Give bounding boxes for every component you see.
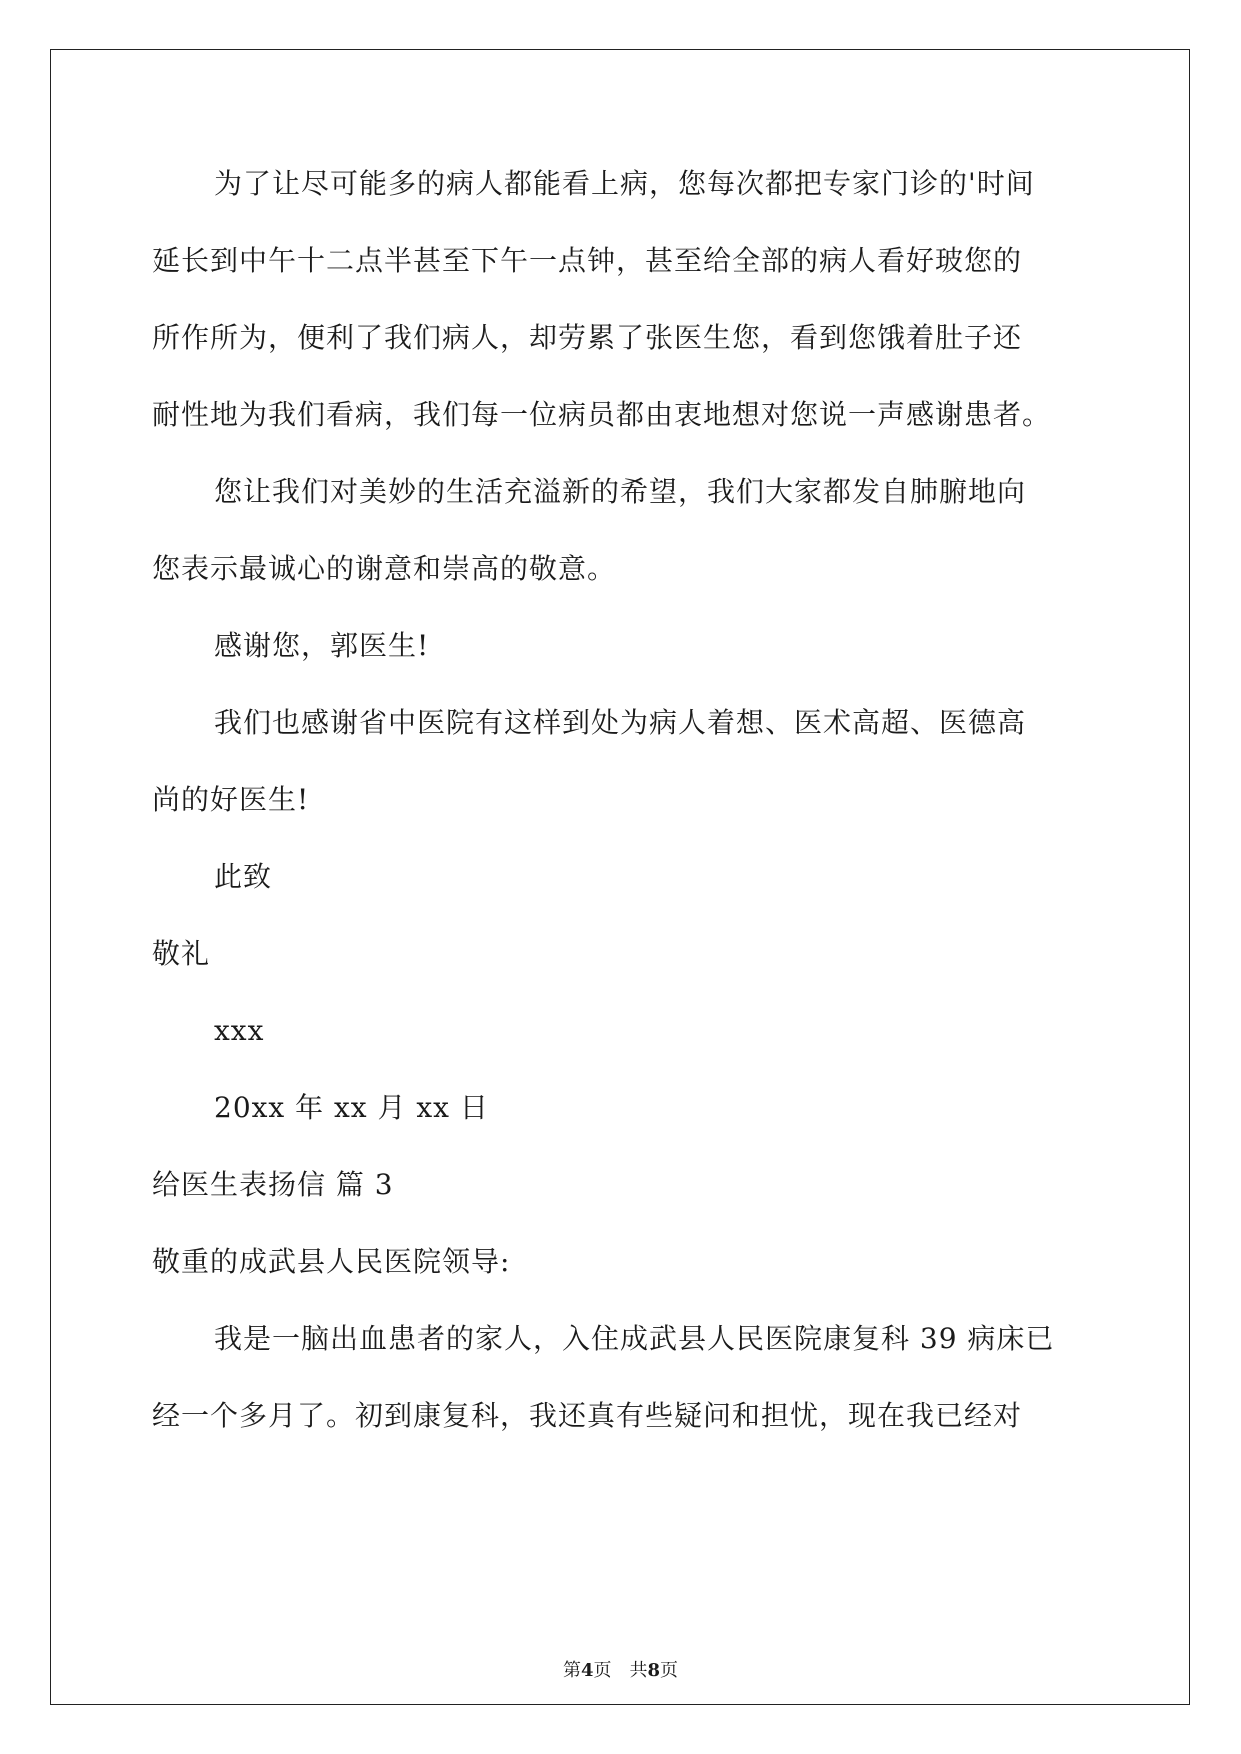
paragraph-line: 我是一脑出血患者的家人，入住成武县人民医院康复科 39 病床已 bbox=[214, 1322, 1055, 1355]
paragraph-line: 延长到中午十二点半甚至下午一点钟，甚至给全部的病人看好玻您的 bbox=[152, 244, 1023, 277]
page-footer bbox=[0, 1660, 1241, 1682]
salutation-line: 敬礼 bbox=[152, 937, 211, 970]
total-pages: 8 bbox=[647, 1660, 661, 1681]
greeting-line: 敬重的成武县人民医院领导: bbox=[152, 1245, 511, 1278]
total-suffix: 页 bbox=[660, 1660, 679, 1681]
page-prefix: 第 bbox=[562, 1660, 581, 1681]
paragraph-line: 感谢您，郭医生! bbox=[214, 629, 430, 662]
paragraph-line: 您让我们对美妙的生活充溢新的希望，我们大家都发自肺腑地向 bbox=[214, 475, 1027, 508]
closing-line: 此致 bbox=[214, 860, 273, 893]
page-number: 4 bbox=[580, 1660, 594, 1681]
total-prefix: 共 bbox=[629, 1660, 648, 1681]
page-suffix: 页 bbox=[593, 1660, 612, 1681]
section-title: 给医生表扬信 篇 3 bbox=[152, 1168, 394, 1201]
paragraph-line: 经一个多月了。初到康复科，我还真有些疑问和担忧，现在我已经对 bbox=[152, 1399, 1023, 1432]
paragraph-line: 所作所为，便利了我们病人，却劳累了张医生您，看到您饿着肚子还 bbox=[152, 321, 1023, 354]
paragraph-line: 耐性地为我们看病，我们每一位病员都由衷地想对您说一声感谢患者。 bbox=[152, 398, 1052, 431]
signature-line: xxx bbox=[214, 1014, 265, 1047]
paragraph-line: 为了让尽可能多的病人都能看上病，您每次都把专家门诊的'时间 bbox=[214, 167, 1035, 200]
date-line: 20xx 年 xx 月 xx 日 bbox=[214, 1091, 489, 1124]
paragraph-line: 我们也感谢省中医院有这样到处为病人着想、医术高超、医德高 bbox=[214, 706, 1027, 739]
paragraph-line: 尚的好医生! bbox=[152, 783, 310, 816]
paragraph-line: 您表示最诚心的谢意和崇高的敬意。 bbox=[152, 552, 617, 585]
